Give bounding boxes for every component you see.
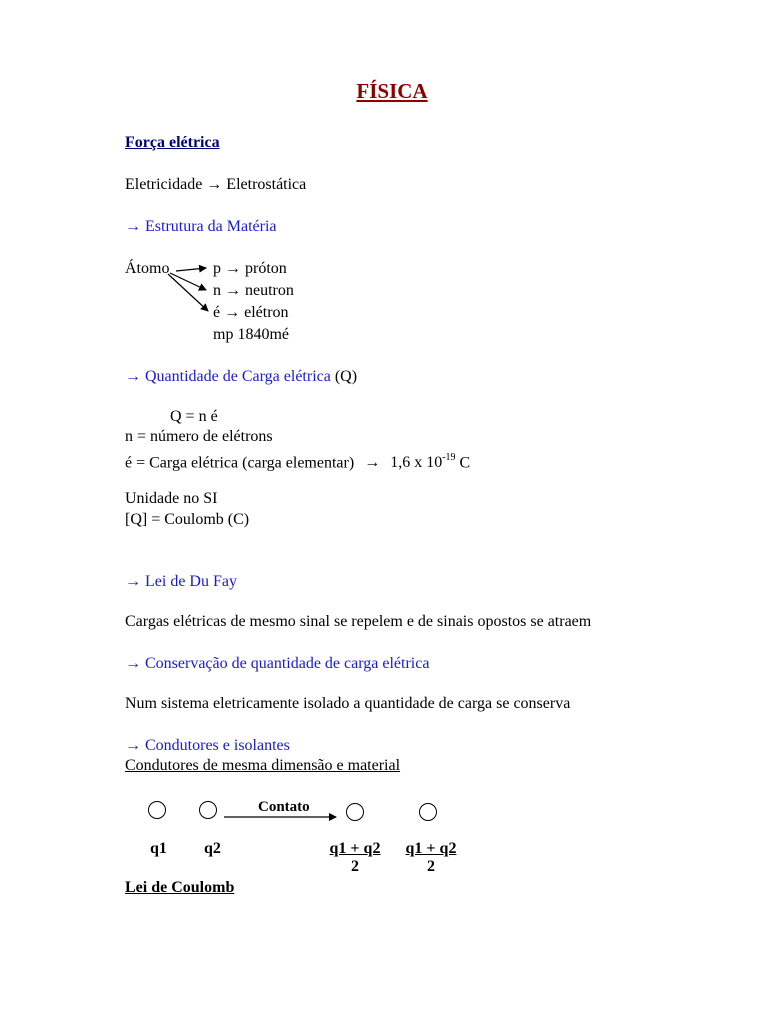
formula-e-value-base: 1,6 x 10 xyxy=(390,454,443,472)
page-title: FÍSICA xyxy=(356,79,428,103)
formula-e-def: é = Carga elétrica (carga elementar) xyxy=(125,454,355,472)
q2-label: q2 xyxy=(204,840,221,857)
sphere-circle-1 xyxy=(148,801,166,819)
sphere-circle-2 xyxy=(199,801,217,819)
quantidade-label: Quantidade de Carga elétrica xyxy=(145,368,331,385)
eletrostatica-label: Eletrostática xyxy=(226,176,307,193)
dufay-label: Lei de Du Fay xyxy=(145,573,237,590)
atomo-line-mp: mp 1840mé xyxy=(213,326,289,343)
quantidade-suffix: (Q) xyxy=(334,368,358,385)
arrow-right-icon: → xyxy=(364,454,381,472)
section-conservacao xyxy=(125,655,429,673)
fraction-1 xyxy=(322,840,388,876)
eletricidade-label: Eletricidade xyxy=(125,176,203,193)
condutores-subtitle: Condutores de mesma dimensão e material xyxy=(125,757,401,774)
sphere-circle-4 xyxy=(419,803,437,821)
atomo-line-eletron: é → elétron xyxy=(213,304,289,321)
arrow-right-icon: → xyxy=(206,176,223,193)
fraction-2 xyxy=(398,840,464,876)
estrutura-label: Estrutura da Matéria xyxy=(145,218,277,235)
formula-n-def: n = número de elétrons xyxy=(125,428,273,445)
fraction-1-numerator: q1 + q2 xyxy=(329,840,381,857)
section-condutores xyxy=(125,737,290,755)
atomo-line-neutron: n → neutron xyxy=(213,282,294,299)
conservacao-label: Conservação de quantidade de carga elétrica xyxy=(145,655,430,672)
contato-label: Contato xyxy=(258,799,310,815)
arrow-right-icon: → xyxy=(125,655,141,672)
section-heading-forca-eletrica: Força elétrica xyxy=(125,134,220,151)
formula-e-def-line xyxy=(125,450,470,472)
q1-label: q1 xyxy=(150,840,167,857)
atomo-arrows xyxy=(168,268,208,311)
formula-e-value-unit: C xyxy=(459,454,471,472)
dufay-text: Cargas elétricas de mesmo sinal se repelem e de sinais opostos se atraem xyxy=(125,613,592,630)
atomo-label: Átomo xyxy=(125,260,170,277)
sphere-circle-3 xyxy=(346,803,364,821)
fraction-2-numerator: q1 + q2 xyxy=(405,840,457,857)
unidade-line2: [Q] = Coulomb (C) xyxy=(125,511,250,528)
section-quantidade xyxy=(125,368,357,386)
unidade-line1: Unidade no SI xyxy=(125,490,218,507)
section-heading-coulomb: Lei de Coulomb xyxy=(125,879,235,896)
arrow-right-icon: → xyxy=(125,737,141,754)
arrow-right-icon: → xyxy=(125,218,141,235)
fraction-1-denominator: 2 xyxy=(351,858,359,875)
section-dufay xyxy=(125,573,237,591)
arrow-right-icon: → xyxy=(125,573,141,590)
formula-e-value-exp: -19 xyxy=(442,452,456,463)
fraction-2-denominator: 2 xyxy=(427,858,435,875)
condutores-label: Condutores e isolantes xyxy=(145,737,290,754)
conservacao-text: Num sistema eletricamente isolado a quantidade de carga se conserva xyxy=(125,695,571,712)
arrow-right-icon: → xyxy=(125,368,141,385)
atomo-line-proton: p → próton xyxy=(213,260,287,277)
formula-eq: Q = n é xyxy=(170,408,218,425)
